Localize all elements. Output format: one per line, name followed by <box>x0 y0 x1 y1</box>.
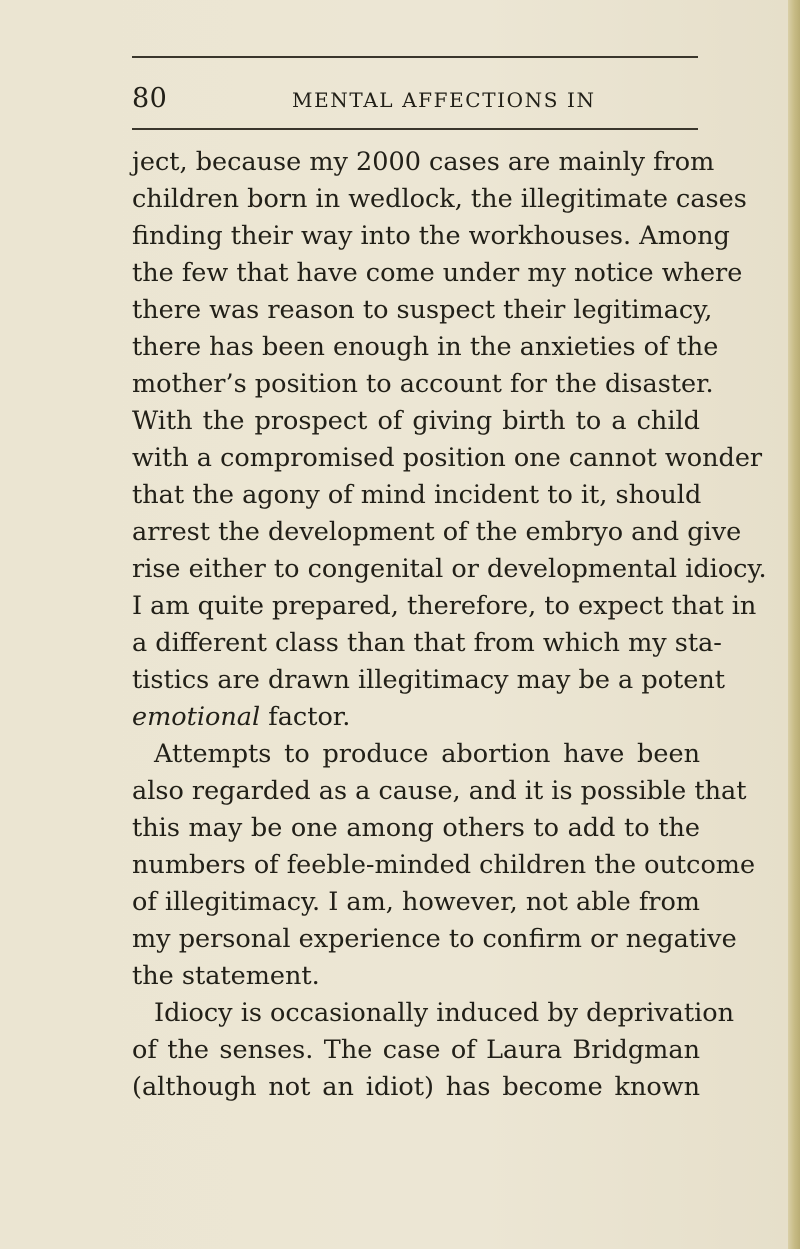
running-title: MENTAL AFFECTIONS IN <box>292 88 596 112</box>
text-line-last: the statement. <box>132 961 320 991</box>
text-line: ject, because my 2000 cases are mainly from <box>132 147 715 177</box>
line-rest: factor. <box>260 702 351 732</box>
text-line-last <box>132 699 700 736</box>
header-top-rule <box>132 56 698 58</box>
text-line: arrest the development of the embryo and give <box>132 517 742 547</box>
page-spine-edge <box>788 0 800 1249</box>
page-number: 80 <box>132 83 168 114</box>
text-line: (although not an idiot) has become known <box>132 1072 700 1102</box>
text-line: With the prospect of giving birth to a child <box>132 406 700 436</box>
paragraph-first-line: Idiocy is occasionally induced by deprivation <box>154 998 735 1028</box>
text-line: children born in wedlock, the illegitimate cases <box>132 184 747 214</box>
italic-word: emotional <box>132 702 261 732</box>
text-line: mother’s position to account for the disaster. <box>132 369 714 399</box>
text-line: that the agony of mind incident to it, should <box>132 480 702 510</box>
body-text <box>132 144 767 1106</box>
text-line: there was reason to suspect their legitimacy, <box>132 295 713 325</box>
header-bottom-rule <box>132 128 698 130</box>
text-line: numbers of feeble-minded children the outcome <box>132 850 756 880</box>
text-line: this may be one among others to add to the <box>132 813 700 843</box>
text-line: I am quite prepared, therefore, to expect that in <box>132 591 757 621</box>
text-line: there has been enough in the anxieties of the <box>132 332 719 362</box>
text-line: a different class than that from which my sta- <box>132 628 722 658</box>
text-line: my personal experience to confirm or negative <box>132 924 737 954</box>
text-line: also regarded as a cause, and it is possible that <box>132 776 747 806</box>
text-line: of illegitimacy. I am, however, not able from <box>132 887 700 917</box>
text-line: of the senses. The case of Laura Bridgman <box>132 1035 700 1065</box>
text-line: the few that have come under my notice where <box>132 258 743 288</box>
text-line: with a compromised position one cannot wonder <box>132 443 763 473</box>
paragraph-first-line: Attempts to produce abortion have been <box>154 739 700 769</box>
running-head <box>132 84 698 114</box>
text-line: rise either to congenital or developmental idiocy. <box>132 554 767 584</box>
text-line: tistics are drawn illegitimacy may be a potent <box>132 665 726 695</box>
text-line: finding their way into the workhouses. Among <box>132 221 730 251</box>
